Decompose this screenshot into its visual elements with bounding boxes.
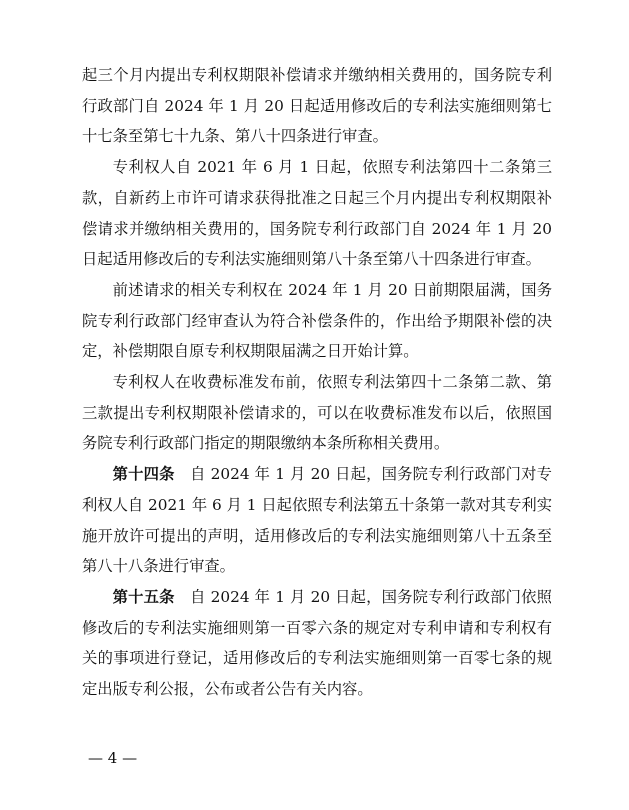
paragraph-patent-term-compensation [82,152,552,275]
paragraph-continuation [82,60,552,152]
article-heading: 第十四条 [112,465,175,484]
article-heading: 第十五条 [112,587,175,606]
paragraph-expiry-before-date [82,275,552,367]
body-text [82,60,552,705]
article-text: 自 2024 年 1 月 20 日起，国务院专利行政部门对专利权人自 2021 年 6 月 1 日起依照专利法第五十条第一款对其专利实施开放许可提出的声明，适用修改后的专利法实施细则第八十五条至第八十八条进行审查。 [82,465,552,576]
paragraph-text: 前述请求的相关专利权在 2024 年 1 月 20 日前期限届满，国务院专利行政部门经审查认为符合补偿条件的，作出给予期限补偿的决定，补偿期限自原专利权期限届满之日开始计算。 [82,280,552,361]
paragraph-text: 起三个月内提出专利权期限补偿请求并缴纳相关费用的，国务院专利行政部门自 2024 年 1 月 20 日起适用修改后的专利法实施细则第七十七条至第七十九条、第八十四条进行审查。 [82,66,552,146]
paragraph-text: 专利权人自 2021 年 6 月 1 日起，依照专利法第四十二条第三款，自新药上市许可请求获得批准之日起三个月内提出专利权期限补偿请求并缴纳相关费用的，国务院专利行政部门自 2024 年 1 月 20 日起适用修改后的专利法实施细则第八十条至第八十四条进行审查。 [82,158,552,269]
paragraph-text: 专利权人在收费标准发布前，依照专利法第四十二条第二款、第三款提出专利权期限补偿请求的，可以在收费标准发布以后，依照国务院专利行政部门指定的期限缴纳本条所称相关费用。 [82,373,552,453]
article-text: 自 2024 年 1 月 20 日起，国务院专利行政部门依照修改后的专利法实施细则第一百零六条的规定对专利申请和专利权有关的事项进行登记，适用修改后的专利法实施细则第一百零七条的规定出版专利公报，公布或者公告有关内容。 [82,587,552,699]
article-15 [82,582,552,705]
paragraph-fee-standard [82,367,552,459]
article-14 [82,459,552,582]
page-number: — 4 — [88,749,138,767]
